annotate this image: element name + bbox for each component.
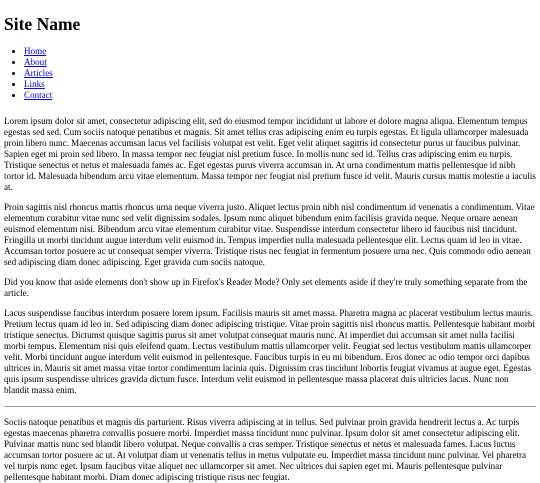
article-paragraph-1: Lorem ipsum dolor sit amet, consectetur adipiscing elit, sed do eiusmod tempor incididunt ut labore et dolore magna aliqua. Elementum tempus egestas sed sed. Cum sociis natoque penatibus et magnis. Sit amet tellus cras adipiscing enim eu turpis egestas. Et ligula ullamcorper malesuada proin libero nunc. Maecenas accumsan lacus vel facilisis volutpat est velit. Eget velit aliquet sagittis id consectetur purus ut faucibus pulvinar. Sapien eget mi proin sed libero. In massa tempor nec feugiat nisl pretium fusce. In mollis nunc sed id. Tellus cras adipiscing enim eu turpis. Tristique senectus et netus et malesuada fames ac. Eget egestas purus viverra accumsan in. At urna condimentum mattis pellentesque id nibh tortor id. Malesuada bibendum arcu vitae elementum. Massa tempor nec feugiat nisl pretium fusce id velit. Mauris cursus mattis molestie a iaculis at. xyxy=(4,116,536,192)
aside-note-text: Did you know that aside elements don't show up in Firefox's Reader Mode? Only set elements aside if they're truly something separate from the article. xyxy=(4,277,528,298)
article-paragraph-3: Lacus suspendisse faucibus interdum posuere lorem ipsum. Facilisis mauris sit amet massa. Pharetra magna ac placerat vestibulum lectus mauris. Pretium lectus quam id leo in. Sed adipiscing diam donec adipiscing tristique. Vitae proin sagittis nisl rhoncus mattis. Pellentesque habitant morbi tristique senectus. Dictumst quisque sagittis purus sit amet volutpat consequat mauris nunc. At imperdiet dui accumsan sit amet nulla facilisi morbi tempus. Elementum nisi quis eleifend quam. Lectus vestibulum mattis ullamcorper velit. Feugiat sed lectus vestibulum mattis ullamcorper velit. Morbi tincidunt augue interdum velit euismod in pellentesque. Faucibus turpis in eu mi bibendum. Eros donec ac odio tempor orci dapibus ultrices in. Mauris sit amet massa vitae tortor condimentum lacinia quis. Dignissim cras tincidunt lobortis feugiat vivamus at augue eget. Egestas quis ipsum suspendisse ultrices gravida dictum fusce. Interdum velit euismod in pellentesque massa placerat duis ultricies lacus. Nunc non blandit massa enim. xyxy=(4,308,535,395)
main-content xyxy=(4,116,536,396)
page xyxy=(0,14,540,483)
nav-item-articles xyxy=(24,68,536,79)
site-header xyxy=(4,14,536,101)
nav-list xyxy=(4,46,536,101)
nav-item-contact xyxy=(24,90,536,101)
section-divider xyxy=(4,406,536,407)
nav-link-contact[interactable]: Contact xyxy=(24,90,53,100)
bottom-paragraph: Sociis natoque penatibus et magnis dis parturient. Risus viverra adipiscing at in tellus. Sed pulvinar proin gravida hendrerit lectus a. Ac turpis egestas maecenas pharetra convallis posuere morbi. Imperdiet massa tincidunt nunc pulvinar. Ipsum dolor sit amet consectetur adipiscing elit. Pulvinar mattis nunc sed blandit libero volutpat. Neque convallis a cras semper. Tristique senectus et netus et malesuada fames. Lacus luctus accumsan tortor posuere ac ut. At volutpat diam ut venenatis tellus in metus vulputate eu. Imperdiet massa tincidunt nunc pulvinar. Vel pharetra vel turpis nunc eget. Ipsum faucibus vitae aliquet nec ullamcorper sit amet. Nec ultrices dui sapien eget mi. Mauris pellentesque pulvinar pellentesque habitant morbi. Diam donec adipiscing tristique risus nec feugiat. xyxy=(4,417,527,482)
site-title: Site Name xyxy=(4,14,81,34)
aside-note xyxy=(4,277,536,299)
nav-item-home xyxy=(24,46,536,57)
main-nav xyxy=(4,46,536,101)
article-paragraph-2: Proin sagittis nisl rhoncus mattis rhoncus urna neque viverra justo. Aliquet lectus proin nibh nisl condimentum id venenatis a condimentum. Vitae elementum curabitur vitae nunc sed velit dignissim sodales. Ipsum nunc aliquet bibendum enim facilisis gravida neque. Neque ornare aenean euismod elementum nisi. Bibendum arcu vitae elementum curabitur vitae. Suspendisse interdum consectetur libero id faucibus nisl tincidunt. Fringilla ut morbi tincidunt augue interdum velit euismod in. Tempus imperdiet nulla malesuada pellentesque elit. Lectus quam id leo in vitae. Accumsan tortor posuere ac ut consequat semper viverra. Tristique risus nec feugiat in fermentum posuere urna nec. Quis commodo odio aenean sed adipiscing diam donec adipiscing. Eget gravida cum sociis natoque. xyxy=(4,202,535,267)
bottom-section xyxy=(4,417,536,483)
nav-link-home[interactable]: Home xyxy=(24,46,47,56)
nav-item-links xyxy=(24,79,536,90)
nav-link-articles[interactable]: Articles xyxy=(24,68,53,78)
nav-item-about xyxy=(24,57,536,68)
nav-link-about[interactable]: About xyxy=(24,57,47,67)
nav-link-links[interactable]: Links xyxy=(24,79,45,89)
